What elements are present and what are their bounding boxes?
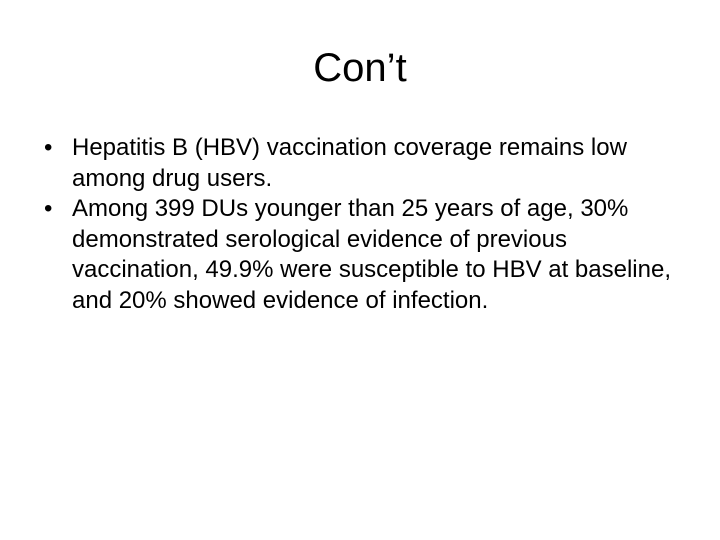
bullet-dot-icon: • bbox=[44, 134, 53, 161]
slide-title: Con’t bbox=[313, 46, 407, 90]
bullet-text: Hepatitis B (HBV) vaccination coverage remains low among drug users. bbox=[72, 134, 627, 192]
bullet-dot-icon: • bbox=[44, 195, 53, 222]
bullet-text: Among 399 DUs younger than 25 years of age, 30% demonstrated serological evidence of previous vaccination, 49.9% were susceptible to HBV at baseline, and 20% showed evidence of infection. bbox=[72, 195, 672, 314]
bullet-list bbox=[36, 133, 696, 316]
bullet-item bbox=[36, 133, 696, 194]
bullet-item bbox=[36, 194, 696, 316]
